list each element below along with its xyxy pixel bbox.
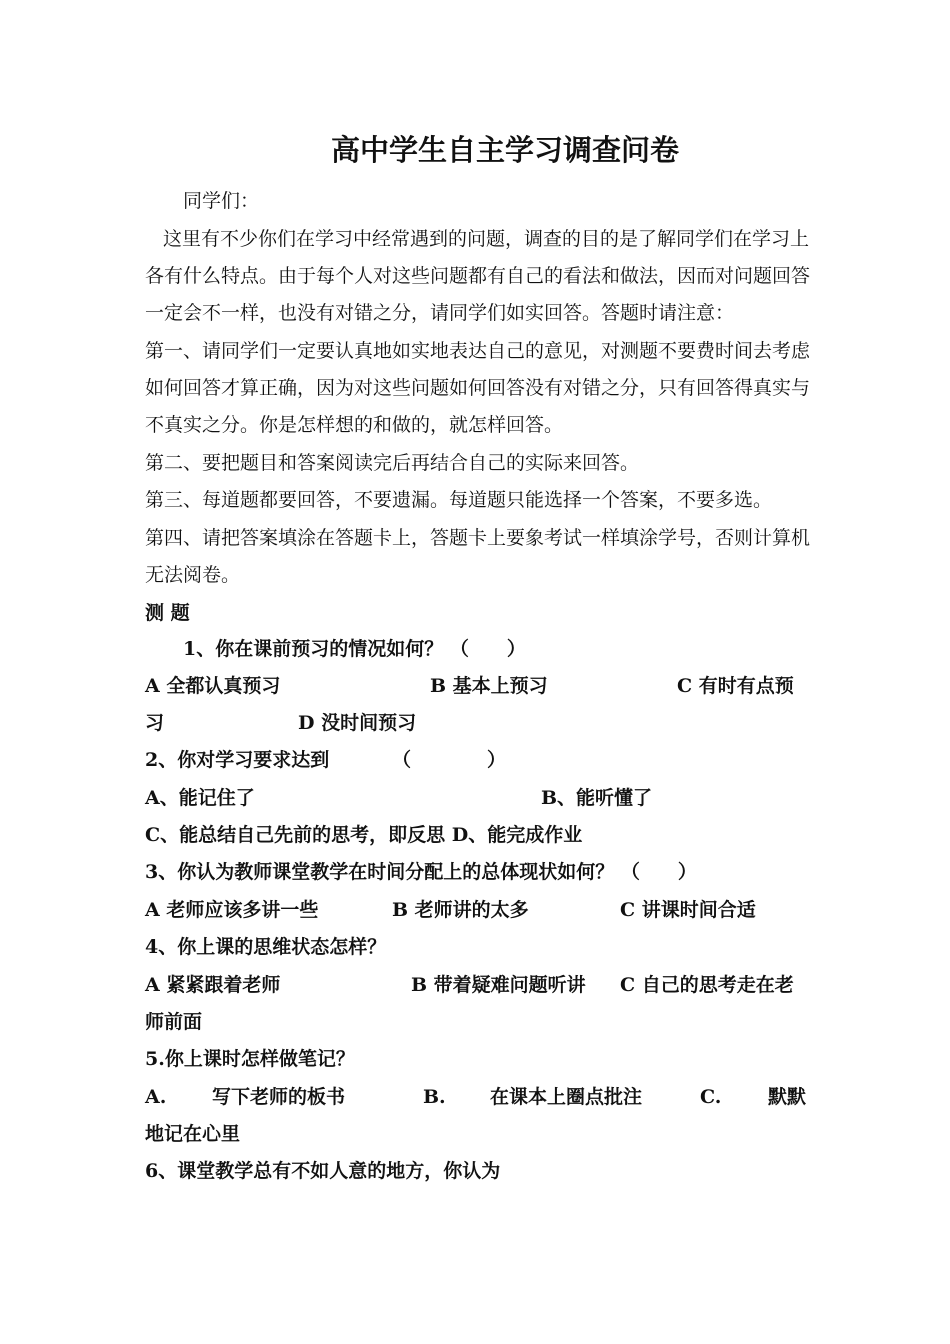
question-2: 2、你对学习要求达到 [145, 749, 330, 771]
q4-option-c-continued: 师前面 [145, 1011, 203, 1033]
q5-option-c-letter: C. [700, 1086, 722, 1108]
q4-option-a: A 紧紧跟着老师 [145, 974, 281, 996]
intro-line-3: 一定会不一样，也没有对错之分，请同学们如实回答。答题时请注意： [145, 302, 735, 324]
q3-option-a: A 老师应该多讲一些 [145, 899, 319, 921]
question-6: 6、课堂教学总有不如人意的地方，你认为 [145, 1160, 501, 1182]
q5-option-a: 写下老师的板书 [212, 1086, 346, 1108]
question-3: 3、你认为教师课堂教学在时间分配上的总体现状如何？ （ ） [145, 861, 697, 883]
greeting: 同学们： [183, 190, 260, 212]
q5-option-b-letter: B. [423, 1086, 446, 1108]
question-5: 5.你上课时怎样做笔记？ [145, 1048, 355, 1070]
q5-option-b: 在课本上圈点批注 [490, 1086, 643, 1108]
q2-answer-paren: （ ） [392, 749, 507, 771]
q4-option-b: B 带着疑难问题听讲 [411, 974, 586, 996]
q5-option-c-continued: 地记在心里 [145, 1123, 241, 1145]
question-1: 1、你在课前预习的情况如何？ （ ） [183, 638, 526, 660]
rule-line-4: 第二、要把题目和答案阅读完后再结合自己的实际来回答。 [145, 452, 640, 474]
rule-line-7: 无法阅卷。 [145, 564, 241, 586]
rule-line-1: 第一、请同学们一定要认真地如实地表达自己的意见，对测题不要费时间去考虑 [145, 340, 811, 362]
rule-line-3: 不真实之分。你是怎样想的和做的，就怎样回答。 [145, 414, 564, 436]
intro-line-1: 这里有不少你们在学习中经常遇到的问题，调查的目的是了解同学们在学习上 [163, 228, 810, 250]
q2-option-c-d: C、能总结自己先前的思考，即反思 D、能完成作业 [145, 824, 583, 846]
q5-option-c: 默默 [768, 1086, 807, 1108]
q1-option-b: B 基本上预习 [430, 675, 548, 697]
q1-option-c-continued: 习 [145, 712, 165, 734]
rule-line-2: 如何回答才算正确，因为对这些问题如何回答没有对错之分，只有回答得真实与 [145, 377, 811, 399]
rule-line-5: 第三、每道题都要回答，不要遗漏。每道题只能选择一个答案，不要多选。 [145, 489, 773, 511]
page-title: 高中学生自主学习调查问卷 [330, 133, 679, 167]
intro-line-2: 各有什么特点。由于每个人对这些问题都有自己的看法和做法，因而对问题回答 [145, 265, 811, 287]
q1-option-d: D 没时间预习 [298, 712, 417, 734]
q2-option-b: B、能听懂了 [541, 787, 653, 809]
q3-option-c: C 讲课时间合适 [620, 899, 756, 921]
q2-option-a: A、能记住了 [145, 787, 255, 809]
q5-option-a-letter: A. [145, 1086, 167, 1108]
q1-option-c: C 有时有点预 [677, 675, 794, 697]
rule-line-6: 第四、请把答案填涂在答题卡上，答题卡上要象考试一样填涂学号，否则计算机 [145, 527, 811, 549]
q3-option-b: B 老师讲的太多 [392, 899, 529, 921]
question-4: 4、你上课的思维状态怎样？ [145, 936, 387, 958]
section-heading: 测 题 [145, 602, 190, 624]
q1-option-a: A 全都认真预习 [145, 675, 281, 697]
q4-option-c: C 自己的思考走在老 [620, 974, 794, 996]
